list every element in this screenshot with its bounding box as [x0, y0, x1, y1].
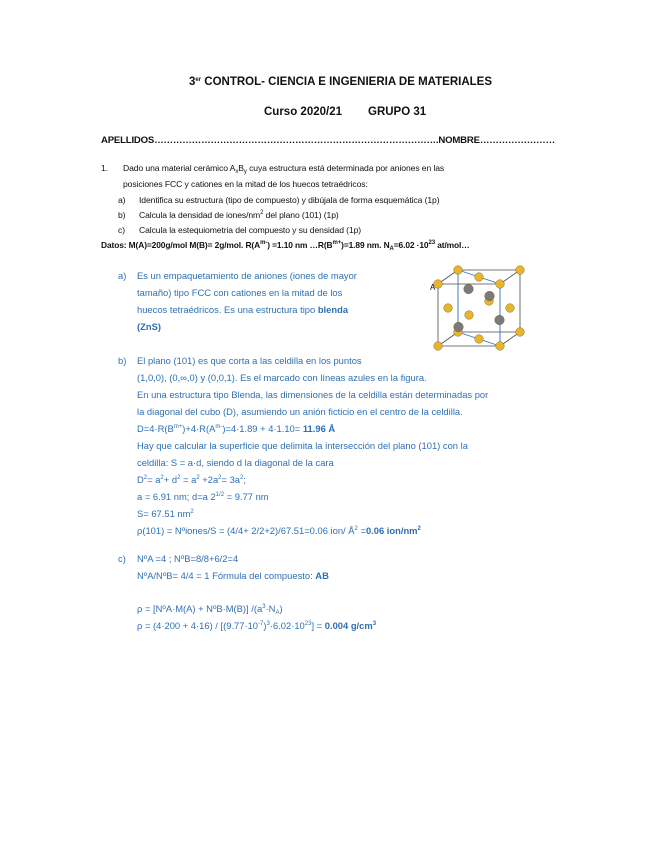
- cation-sphere: [464, 284, 474, 294]
- question-number: 1.: [101, 163, 108, 173]
- answer-c-line-4: $\rho = (4\cdot 200 + 4\cdot 16) / [(9.77\cdot 10^{-7})^3\cdot 6.02\cdot 10^{23}] = 0.004$ $g/cm^3$: [137, 620, 377, 631]
- answer-a-label: a): [118, 270, 127, 281]
- anion-sphere: [454, 266, 463, 275]
- answer-c-line-3: ρ = [NºA·M(A) + NºB·M(B)] $/(a^3\cdot N_A)$: [137, 603, 283, 616]
- anion-sphere: [465, 311, 474, 320]
- anion-sphere: [475, 273, 484, 282]
- course-label: Curso 2020/21: [264, 106, 342, 118]
- name-line: APELLIDOS……………………………………………………………………………….NOMBRE……………………: [101, 135, 555, 146]
- answer-a-line-4: (ZnS): [137, 321, 161, 332]
- answer-b-line-11: ρ(101) = Nºiones/S = (4/4+ 2/2+2)/67.51=0.06 ion/ $Å^2 =0.06$ ion/$nm^2$: [137, 525, 421, 536]
- anion-sphere: [496, 342, 505, 351]
- unit-cell-svg: [418, 264, 530, 364]
- anion-sphere: [516, 266, 525, 275]
- answer-a-line-2: tamaño) tipo FCC con cationes en la mitad de los: [137, 287, 343, 298]
- answer-b-line-7: celdilla: S = a·d, siendo d la diagonal de la cara: [137, 457, 334, 468]
- question-item-c-label: c): [118, 225, 125, 235]
- answer-a-line-1: Es un empaquetamiento de aniones (iones de mayor: [137, 270, 357, 281]
- anion-sphere: [496, 280, 505, 289]
- cation-sphere: [485, 291, 495, 301]
- cation-sphere: [454, 322, 464, 332]
- answer-b-line-9: a = 6.91 nm; d=a $2^{1/2} = 9.77$ nm: [137, 491, 269, 502]
- question-line-1: Dado una material cerámico $A_xB_y$ cuya estructura está determinada por aniones en las: [123, 163, 445, 175]
- answer-b-line-10: S= 67.51 $nm^2$: [137, 508, 194, 519]
- answer-b-line-4: la diagonal del cubo (D), asumiendo un anión ficticio en el centro de la celdilla.: [137, 406, 463, 417]
- question-item-a-label: a): [118, 195, 126, 205]
- anion-sphere: [475, 335, 484, 344]
- cell-atoms: [434, 266, 525, 351]
- answer-a-line-3: huecos tetraédricos. Es una estructura tipo blenda: [137, 304, 349, 315]
- answer-c-label: c): [118, 553, 126, 564]
- answer-b-line-3: En una estructura tipo Blenda, las dimensiones de la celdilla están determinadas por: [137, 389, 489, 400]
- zinc-blende-figure: [418, 264, 530, 364]
- answer-b-line-1: El plano (101) es que corta a las celdilla en los puntos: [137, 355, 362, 366]
- question-item-a: Identifica su estructura (tipo de compuesto) y dibújala de forma esquemática (1p): [139, 195, 440, 205]
- anion-sphere: [434, 342, 443, 351]
- anion-sphere: [506, 304, 515, 313]
- anion-sphere: [444, 304, 453, 313]
- document-title: 3er CONTROL- CIENCIA E INGENIERIA DE MATERIALES: [189, 76, 492, 88]
- question-item-b-label: b): [118, 210, 126, 220]
- answer-b-line-5: $D=4\cdot R(B^{m+})+4\cdot R(A^{m-})=4\cdot 1.89 + 4\cdot 1.10= 11.96$ Å: [137, 423, 336, 434]
- anion-sphere: [516, 328, 525, 337]
- question-line-2: posiciones FCC y cationes en la mitad de los huecos tetraédricos:: [123, 179, 368, 189]
- data-line: Datos: M(A)=200g/mol M(B)= 2g/mol. $R(A^{m-}) =1.10$ nm $\dots R(B^{m+})=1.89$ nm. $N_A=6.02 \cdot 10^{23}$ at/mol…: [101, 240, 470, 252]
- figure-label-a: A: [430, 283, 436, 292]
- answer-b-line-2: (1,0,0), (0,∞,0) y (0,0,1). Es el marcado con líneas azules en la figura.: [137, 372, 427, 383]
- cation-sphere: [495, 315, 505, 325]
- group-label: GRUPO 31: [368, 106, 427, 118]
- answer-b-label: b): [118, 355, 127, 366]
- question-item-b: Calcula la densidad de iones/$nm^2$ del plano (101) (1p): [139, 210, 339, 220]
- answer-b-line-6: Hay que calcular la superficie que delimita la intersección del plano (101) con la: [137, 440, 468, 451]
- answer-b-line-8: $D^2= a^2+ d^2 = a^2 +2a^2= 3a^2$;: [137, 474, 246, 485]
- answer-c-line-1: NºA =4 ; NºB=8/8+6/2=4: [137, 553, 239, 564]
- answer-c-line-2: NºA/NºB= 4/4 = 1 Fórmula del compuesto: AB: [137, 570, 329, 581]
- question-item-c: Calcula la estequiometria del compuesto y su densidad (1p): [139, 225, 362, 235]
